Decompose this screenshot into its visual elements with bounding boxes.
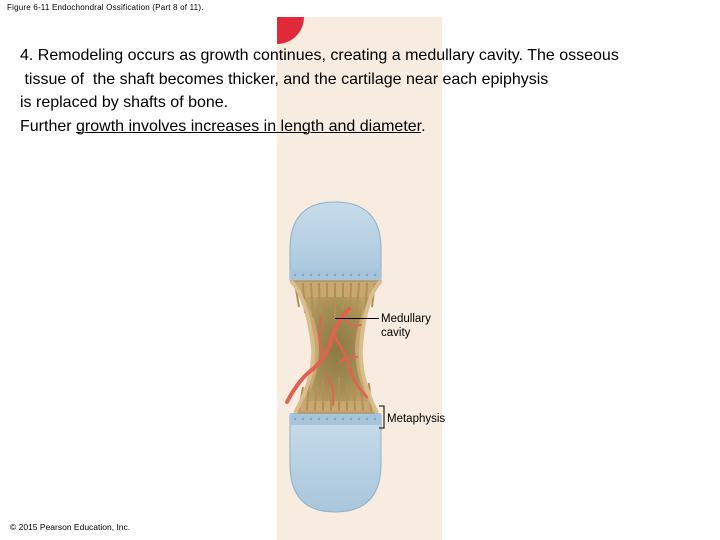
step-text-line-4-prefix: Further (20, 117, 77, 135)
medullary-cavity-label-line-1: Medullary (381, 313, 431, 325)
upper-epiphysis-cartilage (290, 202, 381, 279)
lower-epiphysis-cartilage (290, 415, 381, 512)
step-text-line-4 (20, 115, 710, 139)
step-text-line-3: is replaced by shafts of bone. (20, 94, 229, 111)
step-description (20, 44, 710, 138)
medullary-cavity-label (381, 313, 431, 340)
medullary-cavity-leader-line (335, 318, 379, 319)
step-text-line-4-suffix: . (421, 117, 426, 135)
step-text-line-1: 4. Remodeling occurs as growth continues, creating a medullary cavity. The osseous (20, 47, 619, 64)
metaphysis-label: Metaphysis (387, 413, 446, 425)
copyright-notice: © 2015 Pearson Education, Inc. (10, 522, 131, 532)
step-text-line-4-underlined: growth involves increases in length and diameter (76, 117, 422, 135)
medullary-cavity-label-line-2: cavity (381, 326, 411, 339)
step-text-line-2: tissue of the shaft becomes thicker, and the cartilage near each epiphysis (20, 70, 549, 88)
figure-caption: Figure 6-11 Endochondral Ossification (Part 8 of 11). (7, 3, 204, 12)
